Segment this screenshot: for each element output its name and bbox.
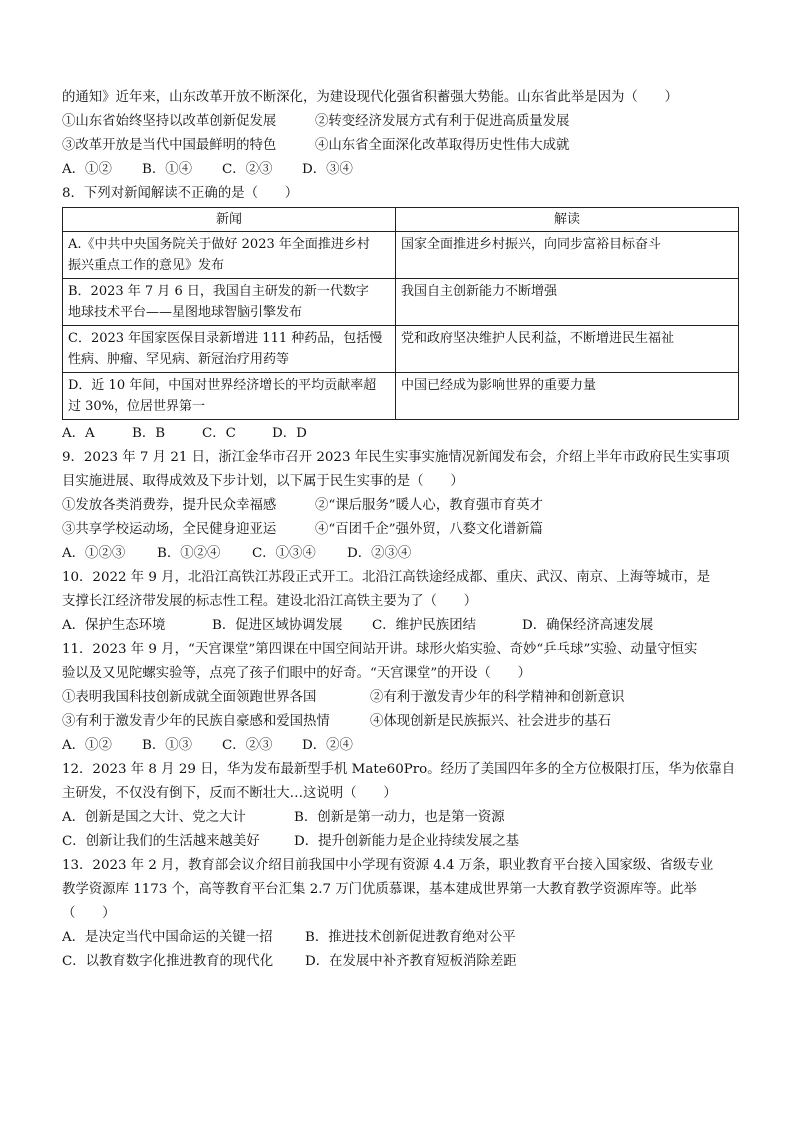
- header-news: 新闻: [63, 208, 396, 232]
- news-text-line: 振兴重点工作的意见》发布: [68, 258, 225, 273]
- interp-cell: 我国自主创新能力不断增强: [396, 279, 739, 326]
- news-text-line: C．2023 年国家医保目录新增进 111 种药品，包括慢: [68, 331, 383, 346]
- q10-option-b[interactable]: B．促进区域协调发展: [212, 618, 343, 633]
- q10-stem-line2: 支撑长江经济带发展的标志性工程。建设北沿江高铁主要为了（ ）: [62, 594, 478, 609]
- q9-option-b[interactable]: B．①②④: [157, 546, 221, 561]
- q7-option-c[interactable]: C．②③: [222, 162, 273, 177]
- q9-statement-4: ④“百团千企”强外贸，八婺文化谱新篇: [315, 522, 543, 537]
- q13-options-row1: [62, 926, 738, 950]
- q12-option-c[interactable]: C．创新让我们的生活越来越美好: [62, 834, 260, 849]
- table-header-row: [63, 208, 739, 232]
- q10-option-a[interactable]: A．保护生态环境: [62, 618, 166, 633]
- q12-option-b[interactable]: B．创新是第一动力，也是第一资源: [294, 810, 505, 825]
- q8-option-b[interactable]: B．B: [132, 426, 166, 441]
- q9-option-d[interactable]: D．②③④: [347, 546, 412, 561]
- table-row: [63, 373, 739, 420]
- news-text-line: A.《中共中央国务院关于做好 2023 年全面推进乡村: [68, 237, 370, 252]
- q8-options: [62, 422, 738, 446]
- q13-stem-line2: 教学资源库 1173 个，高等教育平台汇集 2.7 万门优质慕课，基本建成世界第一大教育教学资源库等。此举: [62, 882, 697, 897]
- q13-option-a[interactable]: A．是决定当代中国命运的关键一招: [62, 930, 273, 945]
- q9-options: [62, 542, 738, 566]
- q11-option-b[interactable]: B．①③: [142, 738, 193, 753]
- news-text-line: 过 30%，位居世界第一: [68, 399, 206, 414]
- q11-statement-2: ②有利于激发青少年的科学精神和创新意识: [370, 690, 625, 705]
- q13-option-c[interactable]: C．以教育数字化推进教育的现代化: [62, 954, 274, 969]
- q11-options: [62, 734, 738, 758]
- header-interpretation: 解读: [396, 208, 739, 232]
- q11-option-d[interactable]: D．②④: [302, 738, 353, 753]
- q12-stem-line1: 12．2023 年 8 月 29 日，华为发布最新型手机 Mate60Pro。经历了美国四年多的全方位极限打压，华为依靠自: [62, 762, 736, 777]
- q7-statement-1: ①山东省始终坚持以改革创新促发展: [62, 114, 277, 129]
- q8-option-c[interactable]: C．C: [202, 426, 236, 441]
- q13-option-b[interactable]: B．推进技术创新促进教育绝对公平: [305, 930, 516, 945]
- q11-statement-3: ③有利于激发青少年的民族自豪感和爱国热情: [62, 714, 330, 729]
- q11-stem-line2: 验以及又见陀螺实验等，点亮了孩子们眼中的好奇。“天宫课堂”的开设（ ）: [62, 666, 531, 681]
- interp-cell: 中国已经成为影响世界的重要力量: [396, 373, 739, 420]
- news-text-line: 性病、肿瘤、罕见病、新冠治疗用药等: [68, 352, 290, 367]
- table-row: [63, 326, 739, 373]
- q11-stem-line1: 11．2023 年 9 月，“天宫课堂”第四课在中国空间站开讲。球形火焰实验、奇妙“乒乓球”实验、动量守恒实: [62, 642, 698, 657]
- q9-stem-line2: 目实施进展、取得成效及下步计划，以下属于民生实事的是（ ）: [62, 474, 464, 489]
- q8-stem: 8．下列对新闻解读不正确的是（ ）: [62, 186, 299, 201]
- q12-option-d[interactable]: D．提升创新能力是企业持续发展之基: [294, 834, 519, 849]
- table-row: [63, 279, 739, 326]
- q7-statement-3: ③改革开放是当代中国最鲜明的特色: [62, 138, 277, 153]
- news-text-line: B．2023 年 7 月 6 日，我国自主研发的新一代数字: [68, 284, 369, 299]
- q7-statements-row1: [62, 110, 738, 134]
- q10-option-d[interactable]: D．确保经济高速发展: [522, 618, 654, 633]
- q13-options-row2: [62, 950, 738, 974]
- q8-option-d[interactable]: D．D: [272, 426, 307, 441]
- q13-stem-line1: 13．2023 年 2 月，教育部会议介绍目前我国中小学现有资源 4.4 万条，职业教育平台接入国家级、省级专业: [62, 858, 714, 873]
- news-cell: [63, 232, 396, 279]
- q11-option-c[interactable]: C．②③: [222, 738, 273, 753]
- news-cell: [63, 279, 396, 326]
- table-row: [63, 232, 739, 279]
- q8-news-table: [62, 207, 739, 420]
- q13-stem-line3: （ ）: [62, 906, 116, 921]
- q9-stem-line1: 9．2023 年 7 月 21 日，浙江金华市召开 2023 年民生实事实施情况新闻发布会，介绍上半年市政府民生实事项: [62, 450, 730, 465]
- q9-statement-1: ①发放各类消费券，提升民众幸福感: [62, 498, 277, 513]
- q12-stem-line2: 主研发，不仅没有倒下，反而不断壮大…这说明（ ）: [62, 786, 397, 801]
- exam-page: [62, 86, 738, 974]
- q7-options: [62, 158, 738, 182]
- q9-option-c[interactable]: C．①③④: [252, 546, 316, 561]
- q7-option-d[interactable]: D．③④: [302, 162, 353, 177]
- q7-statement-4: ④山东省全面深化改革取得历史性伟大成就: [315, 138, 570, 153]
- q9-statements-row1: [62, 494, 738, 518]
- news-cell: [63, 326, 396, 373]
- q12-option-a[interactable]: A．创新是国之大计、党之大计: [62, 810, 246, 825]
- q7-statements-row2: [62, 134, 738, 158]
- q9-statements-row2: [62, 518, 738, 542]
- news-text-line: 地球技术平台——星图地球智脑引擎发布: [68, 305, 303, 320]
- news-text-line: D．近 10 年间，中国对世界经济增长的平均贡献率超: [68, 378, 377, 393]
- q11-statement-4: ④体现创新是民族振兴、社会进步的基石: [370, 714, 612, 729]
- q10-option-c[interactable]: C．维护民族团结: [372, 618, 476, 633]
- q9-statement-2: ②“课后服务”暖人心，教育强市育英才: [315, 498, 543, 513]
- q7-stem: 的通知》近年来，山东改革开放不断深化，为建设现代化强省积蓄强大势能。山东省此举是因为（ ）: [62, 90, 678, 105]
- q7-option-b[interactable]: B．①④: [142, 162, 193, 177]
- q10-stem-line1: 10．2022 年 9 月，北沿江高铁江苏段正式开工。北沿江高铁途经成都、重庆、武汉、南京、上海等城市，是: [62, 570, 711, 585]
- q13-option-d[interactable]: D．在发展中补齐教育短板消除差距: [305, 954, 517, 969]
- q12-options-row1: [62, 806, 738, 830]
- q11-option-a[interactable]: A．①②: [62, 738, 112, 753]
- q11-statements-row2: [62, 710, 738, 734]
- q12-options-row2: [62, 830, 738, 854]
- news-cell: [63, 373, 396, 420]
- q10-options: [62, 614, 738, 638]
- interp-cell: 党和政府坚决维护人民利益，不断增进民生福祉: [396, 326, 739, 373]
- q11-statement-1: ①表明我国科技创新成就全面领跑世界各国: [62, 690, 317, 705]
- q8-option-a[interactable]: A．A: [62, 426, 95, 441]
- q9-statement-3: ③共享学校运动场，全民健身迎亚运: [62, 522, 277, 537]
- q11-statements-row1: [62, 686, 738, 710]
- q7-option-a[interactable]: A．①②: [62, 162, 112, 177]
- interp-cell: 国家全面推进乡村振兴，向同步富裕目标奋斗: [396, 232, 739, 279]
- q9-option-a[interactable]: A．①②③: [62, 546, 126, 561]
- q7-statement-2: ②转变经济发展方式有利于促进高质量发展: [315, 114, 570, 129]
